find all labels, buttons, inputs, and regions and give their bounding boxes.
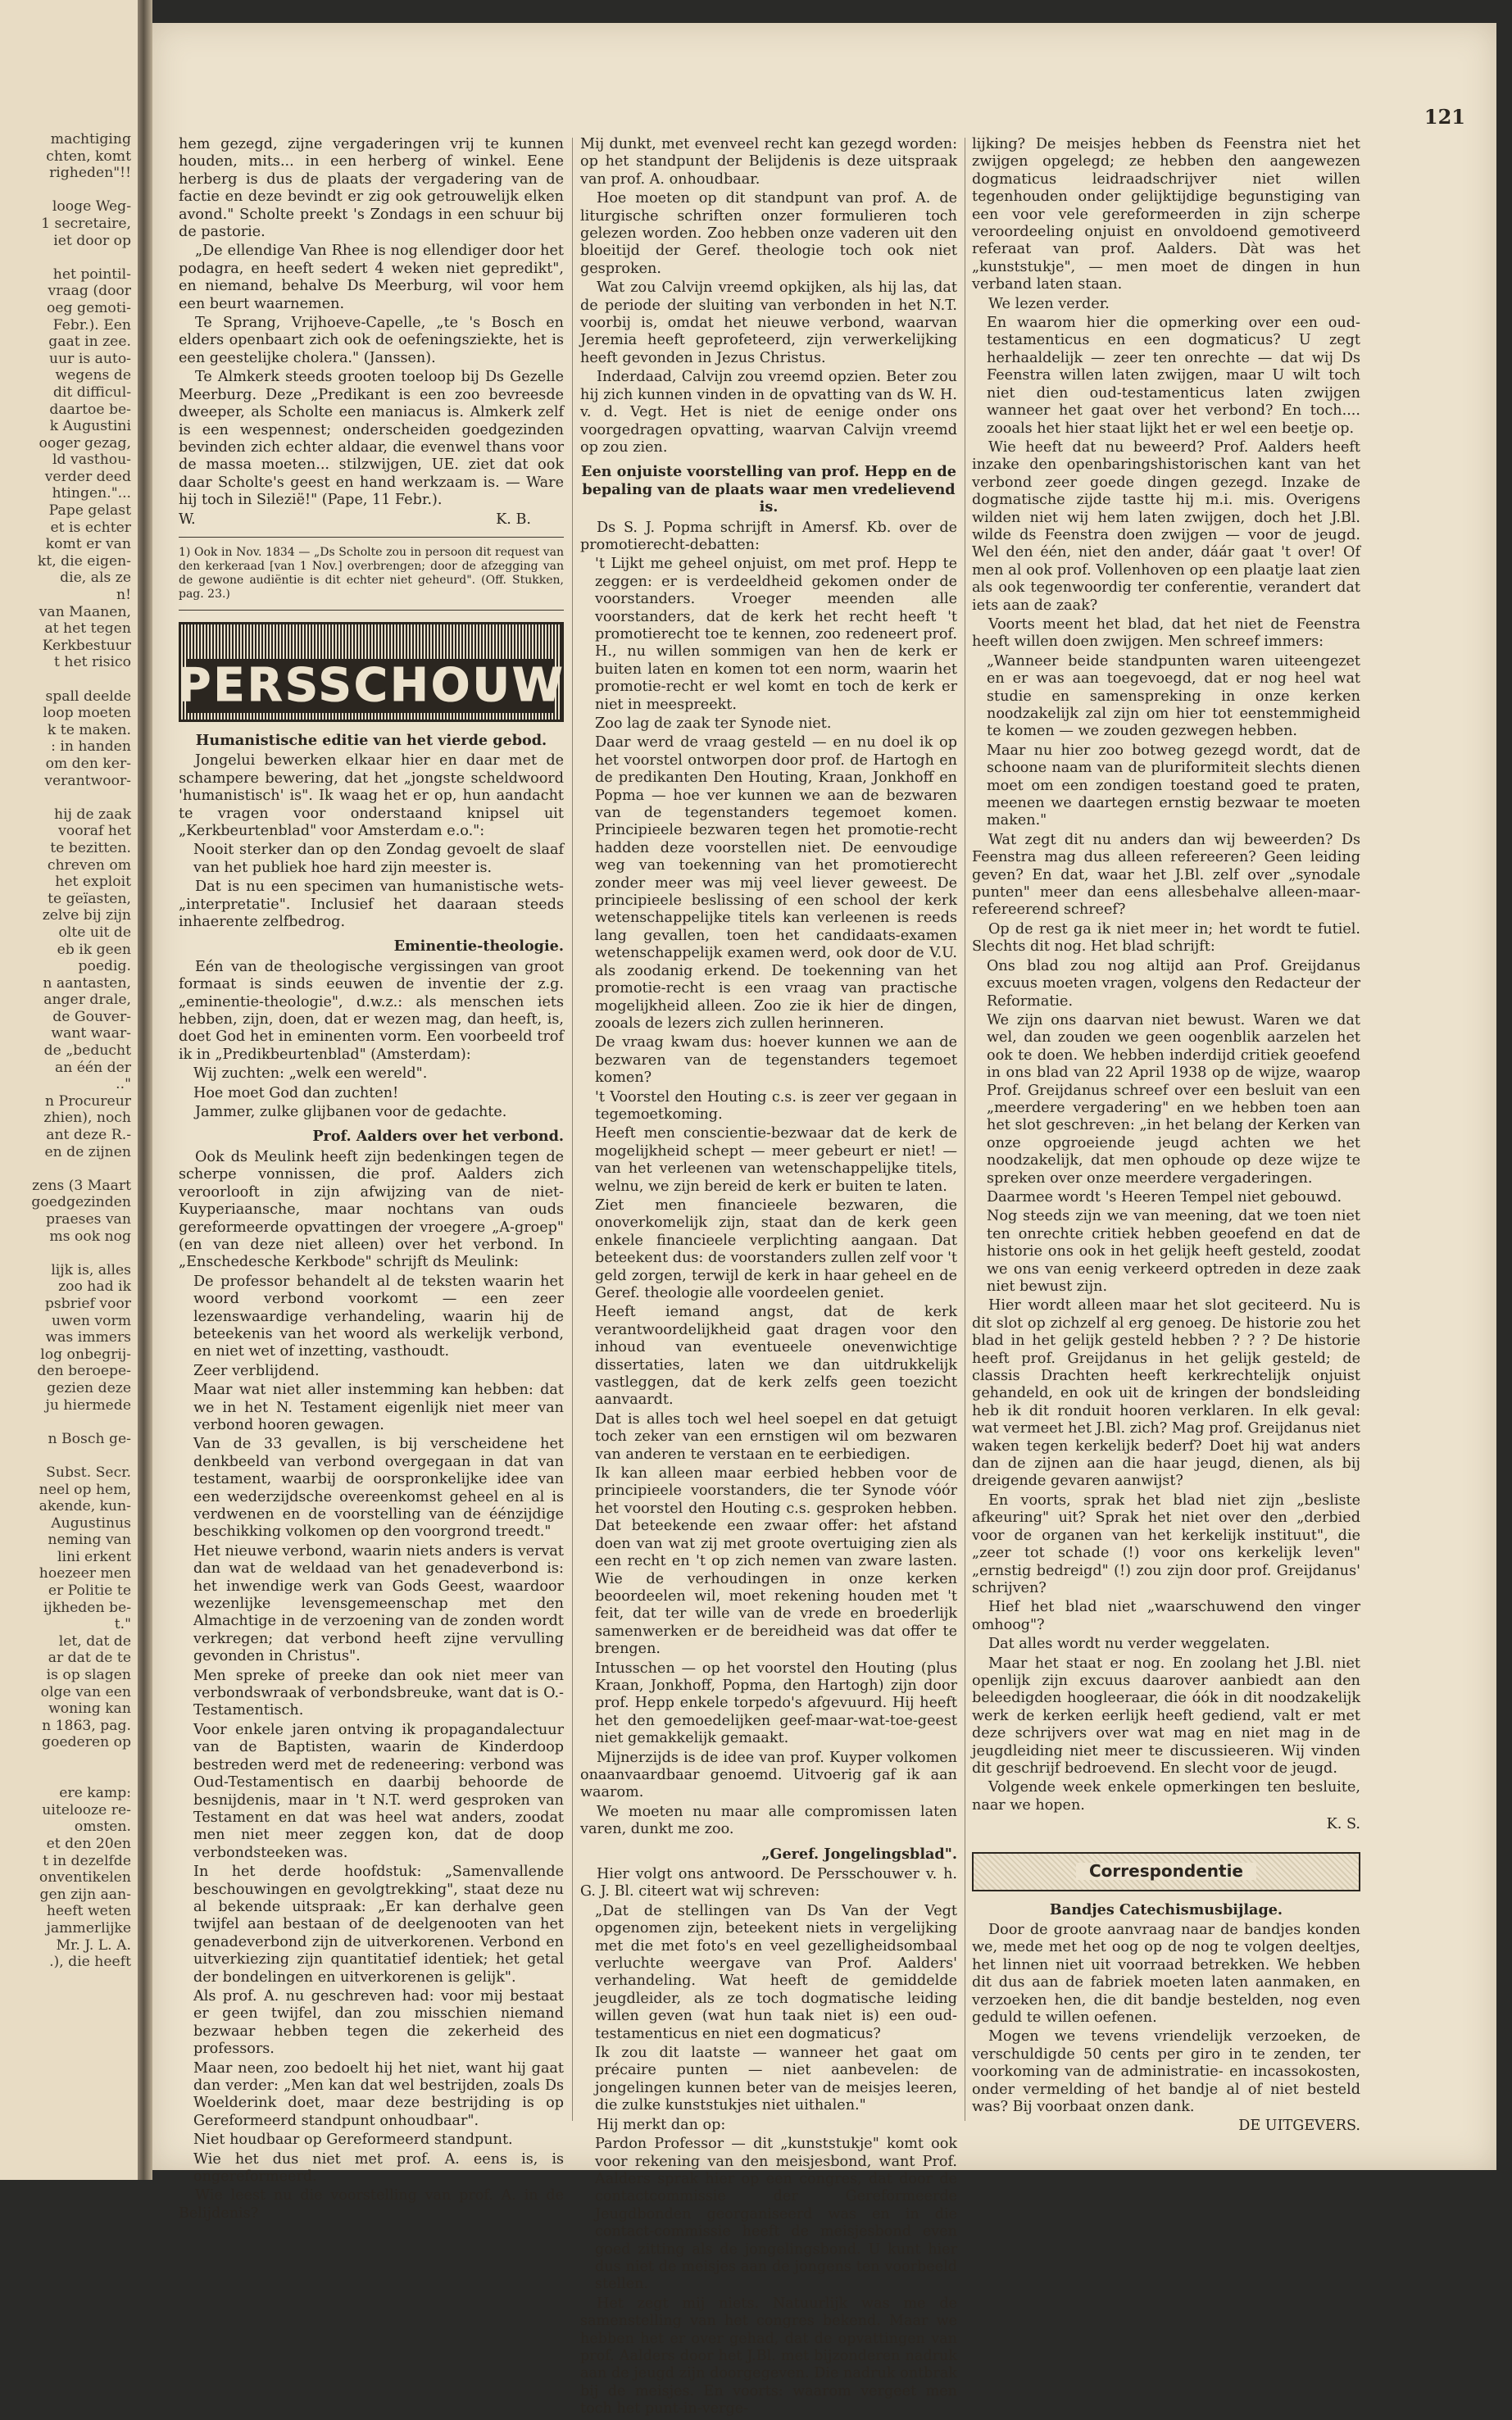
quote: Heeft men conscientie-bezwaar dat de kerk de mogelijkheid schept — meer gebeurt er niet! — van het verleenen van wetenschappelijke titels, welnu, we zijn bereid de kerk er buiten te laten. (595, 1125, 957, 1195)
paragraph: We moeten nu maar alle compromissen laten varen, dunkt me zoo. (580, 1803, 957, 1838)
masthead-title: PERSSCHOUW (177, 659, 565, 713)
footnote: 1) Ook in Nov. 1834 — „Ds Scholte zou in persoon dit request van den kerkeraad [van 1 Nov.] overbrengen; door de afzegging van de gewone audiëntie is dit echter niet geheurd". (Off. Stukken, pag. 23.) (179, 545, 564, 601)
quote: Als prof. A. nu geschreven had: voor mij bestaat er geen twijfel, dan zou misschien niemand bezwaar hebben tegen die zekerheid des professors. (193, 1987, 564, 2058)
facing-page-text: machtiging chten, komt righeden"!! looge Weg- 1 secretaire, iet door op het pointil- vraag (door oeg gemoti- Febr.). Een gaat in zee. uur is auto- wegens de dit difficul- daartoe be- k Augustini ooger gezag, ld vasthou- verder deed htingen."... Pape gelast et is echter komt er van kt, die eigen- die, als ze n! van Maanen, at het tegen Kerkbestuur t het risico spall deelde loop moeten k te maken. : in handen om den ker- verantwoor- hij de zaak vooraf het te bezitten. chreven om het exploit te geïasten, zelve bij zijn olte uit de eb ik geen poedig. n aantasten, anger drale, de Gouver- want waar- de „beducht an één der .." n Procureur zhien), noch ant deze R.- en de zijnen zens (3 Maart goedgezinden praeses van ms ook nog lijk is, alles zoo had ik psbrief voor uwen vorm was immers log onbegrij- den beroepe- gezien deze ju hiermede n Bosch ge- Subst. Secr. neel op hem, akende, kun- Augustinus neming van lini erkent hoezeer men er Politie te ijkheden be- t." let, dat de ar dat de te is op slagen olge van een woning kan n 1863, pag. goederen op ere kamp: uitelooze re- omsten. et den 20en t in dezelfde onventikelen gen zijn aan- heeft weten jammerlijke Mr. J. L. A. .), die heeft (31, 131, 131, 1971)
quote: Zeer verblijdend. (193, 1362, 320, 1379)
newspaper-page (152, 23, 1496, 2418)
paragraph: Mijnerzijds is de idee van prof. Kuyper volkomen onaanvaardbaar genoemd. Uitvoerig gaf ik aan waarom. (580, 1749, 957, 1801)
quote: Ziet men financieele bezwaren, die onoverkomelijk zijn, staat dan de kerk geen enkele financieele verplichting aangaan. Dat beteekent dus: de voorstanders zullen zelf voor 't geld zorgen, terwijl de kerk in haar geheel en de Geref. theologie alle voordeelen geniet. (595, 1196, 957, 1301)
quote: Zoo lag de zaak ter Synode niet. (595, 715, 832, 732)
quote: Maar neen, zoo bedoelt hij het niet, want hij gaat dan verder: „Men kan dat wel bestrijden, zoals Ds Woelderink doet, maar deze bestrijding is op Gereformeerd standpunt onhoudbaar". (193, 2059, 564, 2129)
quote: Heeft iemand angst, dat de kerk verantwoordelijkheid gaat dragen voor den inhoud van eventueele onevenwichtige dissertaties, laten we dan uitdrukkelijk vastleggen, dat de kerk zelfs geen toezicht aanvaardt. (595, 1304, 957, 1409)
quote: En waarom hier die opmerking over een oud-testamenticus en een dogmaticus? U zegt herhaaldelijk — zeer ten onrechte — dat wij Ds Feenstra willen laten zwijgen, maar U wilt toch niet dien oud-testamenticus laten zwijgen wanneer het gaat over het verbond? En toch.... zooals het hier staat lijkt het er wel een beetje op. (987, 315, 1360, 437)
paragraph: „De ellendige Van Rhee is nog ellendiger door het podagra, en heeft sedert 4 weken niet gepredikt", en niemand, behalve Ds Meerburg, wil voor hem een beurt waarnemen. (179, 243, 564, 312)
paragraph: Hoe moeten op dit standpunt van prof. A. de liturgische schriften onzer formulieren toch gelezen worden. Zoo hebben onze vaderen uit den bloeitijd der Geref. theologie toch ook niet gesproken. (580, 190, 957, 277)
signature-right: K. B. (496, 511, 531, 528)
paragraph: Hier volgt ons antwoord. De Persschouwer v. h. G. J. Bl. citeert wat wij schreven: (580, 1866, 957, 1900)
facing-page-fragment (0, 0, 138, 2180)
book-gutter (138, 0, 152, 2180)
divider (179, 537, 564, 538)
quote: Het nieuwe verbond, waarin niets anders is vervat dan wat de weldaad van het genadeverbond is: het inwendige werk van Gods Geest, waardoor wezenlijke levensgemeenschap met den Almachtige in de verzoening van de zonden wordt verkregen; dat verbond heeft zijne vervulling gevonden in Christus". (193, 1542, 564, 1665)
paragraph: Volgende week enkele opmerkingen ten besluite, naar we hopen. (972, 1779, 1360, 1814)
quote: Ik kan alleen maar eerbied hebben voor de principieele voorstanders, die ter Synode vóór het voorstel den Houting c.s. gesproken hebben. Dat beteekende een zwaar offer: het afstand doen van wat zij met groote overtuiging zien als een recht en 't op zich nemen van zware lasten. Wie de verhoudingen in onze kerken beoordeelen wil, moet rekening houden met 't feit, dat ter wille van de vrede en broederlijk samenwerken er de bereidheid was dat offer te brengen. (595, 1465, 957, 1658)
section-heading: Prof. Aalders over het verbond. (312, 1128, 564, 1146)
quote: 't Voorstel den Houting c.s. is zeer ver gegaan in tegemoetkoming. (595, 1088, 957, 1123)
paragraph: Te Almkerk steeds grooten toeloop bij Ds Gezelle Meerburg. Deze „Predikant is een zoo bevreesde dweeper, als Scholte een maniacus is. Almkerk zelf is een wespennest; onderscheiden goedgezinden bevinden zich echter aldaar, die evenwel thans voor de massa moeten... stilzwijgen, UE. ziet dat ook daar Scholte's geest en hand werkzaam is. — Ware hij toch in Silezië!" (Pape, 11 Febr.). (179, 369, 564, 509)
paragraph: Wat zou Calvijn vreemd opkijken, als hij las, dat de periode der sluiting van verbonden in het N.T. voorbij is, omdat het nieuwe verbond, waarvan Jeremia heeft geprofeteerd, zijn verwerkelijking heeft gevonden in Jezus Christus. (580, 279, 957, 366)
quote: Voor enkele jaren ontving ik propagandalectuur van de Baptisten, waarin de Kinderdoop bestreden werd met de redeneering: verbond was Oud-Testamentisch en daarbij behoorde de besnijdenis, maar in 't N.T. werd gesproken van Testament en dat was heel wat anders, zoodat men niet meer zeggen kon, dat de doop verbondsteeken was. (193, 1721, 564, 1861)
paragraph: Inderdaad, Calvijn zou vreemd opzien. Beter zou hij zich kunnen vinden in de opvatting van ds W. H. v. d. Vegt. Het is niet de eenige onder ons voorgedragen opvatting, waarvan Calvijn vreemd op zou zien. (580, 369, 957, 456)
paragraph: Het zegt mij niets. Natuurlijk was me de samenstelling van het congres bekend. Maar we hebben het er over gehad, dat de opvattingen van prof. Aalders door het J.Bl. met bijzonderen nadruk aan de jeugd zijn doorgegeven. Die nadruk ontbrak bij de meisjes. En voorts: waarom vergeet men toch het punt-in-verge- (580, 2295, 957, 2418)
paragraph: Mogen we tevens vriendelijk verzoeken, de verschuldigde 50 cents per giro in te zenden, ter voorkoming van de administratie- en incassokosten, onder vermelding of het bandje al of niet besteld was? Bij voorbaat onzen dank. (972, 2028, 1360, 2116)
section-heading: Bandjes Catechismusbijlage. (1049, 1900, 1283, 1918)
paragraph: Op de rest ga ik niet meer in; het wordt te futiel. Slechts dit nog. Het blad schrijft: (972, 920, 1360, 956)
quote: De professor behandelt al de teksten waarin het woord verbond voorkomt — een zeer lezenswaardige verhandeling, waarin hij de beteekenis van het woord als werkelijk verbond, en niet wet of inzetting, vasthoudt. (193, 1273, 564, 1360)
column-1 (179, 136, 564, 2224)
quote: Van de 33 gevallen, is bij verscheidene het denkbeeld van verbond overgegaan in dat van testament, waarbij de oorspronkelijke idee van een wederzijdsche overeenkomst geheel en al is verdwenen en de voorstelling van de éénzijdige beschikking volkomen op den voorgrond treedt." (193, 1436, 564, 1541)
paragraph: Wie heeft dat nu beweerd? Prof. Aalders heeft inzake den openbaringshistorischen kant van het verbond zeer goede dingen gezegd. Inzake de dogmatische zijde tastte hij m.i. mis. Overigens wilden niet wij hem laten zwijgen, doch het J.Bl. wilde ds Feenstra doen zwijgen — voor de jeugd. Wel den één, niet den ander, dáár gaat 't over! Of men al ook prof. Vollenhoven op een plaatje laat zien als ook tegenwoordig ter conferentie, verandert dat iets aan de zaak? (972, 438, 1360, 614)
quote: 't Lijkt me geheel onjuist, om met prof. Hepp te zeggen: er is verdeeldheid gekomen onder de voorstanders. Vroeger meenden alle voorstanders, dat de kerk het recht heeft 't promotierecht toe te kennen, zoo redeneert prof. H., nu willen sommigen van hen de kerk er buiten laten en komen tot een norm, waarin het promotie-recht er wel komt en toch de kerk er niet in meespreekt. (595, 556, 957, 713)
paragraph: Wat zegt dit nu anders dan wij beweerden? Ds Feenstra mag dus alleen refereeren? Geen leiding geven? En dat, waar het J.Bl. zelf over „synodale punten" meer dan eens allesbehalve alleen-maar-refereerend schreef? (972, 831, 1360, 919)
quote: Wij zuchten: „welk een wereld". (193, 1065, 428, 1083)
quote: Daar werd de vraag gesteld — en nu doel ik op het voorstel ontworpen door prof. de Hartogh en de predikanten Den Houting, Kraan, Jonkhoff en Popma — hoe ver kunnen we aan de bezwaren van de tegenstanders tegemoet komen. Principieele bezwaren tegen het promotie-recht hadden deze voorstellen niet. De eenvoudige weg van toekenning van het promotierecht zonder meer was mij veel liever geweest. De principieele beslissing of een school der kerk wetenschappelijke titels kan verleenen is reeds lang gevallen, toen het candidaats-examen wetenschappelijk examen werd, ook door de V.U. als zoodanig erkend. De toekenning van het promotie-recht is een vraag van practische mogelijkheid alleen. Zoo zie ik hier de dingen, zooals de lezers zich zullen herinneren. (595, 734, 957, 1032)
quote: Wie het dus niet met prof. A. eens is, is ongereformeerd. (193, 2150, 564, 2186)
signature-line (179, 511, 564, 529)
paragraph: hem gezegd, zijne vergaderingen vrij te kunnen houden, mits... in een herberg of winkel. Eene herberg is dus de plaats der vergadering van de factie en deze bevindt er zig ook getrouwelijk elken avond." Scholte preekt 's Zondags in een schuur bij de pastorie. (179, 136, 564, 241)
paragraph: Maar het staat er nog. En zoolang het J.Bl. niet openlijk zijn excuus daarover aanbiedt aan den beleedigden hoogleeraar, die óók in dit noodzakelijk werk de kerken eerlijk heeft gediend, valt er met deze schrijvers over wat mag en niet mag in de jeugdleiding niet meer te discussieeren. Wij vinden dit geschrijf bedroevend. En slecht voor de jeugd. (972, 1655, 1360, 1777)
paragraph: Voorts meent het blad, dat het niet de Feenstra heeft willen doen zwijgen. Men schreef immers: (972, 615, 1360, 651)
section-heading: Eminentie-theologie. (393, 938, 564, 956)
quote: Hoe moet God dan zuchten! (193, 1084, 399, 1101)
quote: Dat is alles toch wel heel soepel en dat getuigt toch zeker van een ernstigen wil om bezwaren van anderen te verstaan en te eerbiedigen. (595, 1410, 957, 1463)
paragraph: Te Sprang, Vrijhoeve-Capelle, „te 's Bosch en elders openbaart zich ook de oefeningsziekte, het is een geestelijke cholera." (Janssen). (179, 315, 564, 366)
quote: Nooit sterker dan op den Zondag gevoelt de slaaf van het publiek hoe hard zijn meester is. (193, 842, 564, 876)
paragraph: Ook ds Meulink heeft zijn bedenkingen tegen de scherpe vonnissen, die prof. Aalders zich veroorlooft in zijn afwijzing van de niet-Kuyperiaansche, maar nochtans van ouds gereformeerde opvattingen der vroegere „A-groep" (en van deze niet alleen) over het verbond. In „Enschedesche Kerkbode" schrijft ds Meulink: (179, 1148, 564, 1271)
signature: K. S. (1326, 1816, 1360, 1833)
section-heading: Een onjuiste voorstelling van prof. Hepp en de bepaling van de plaats waar men vredelievend is. (581, 463, 956, 516)
signature-left: W. (179, 511, 196, 528)
quote: De vraag kwam dus: hoever kunnen we aan de bezwaren van de tegenstanders tegemoet komen? (595, 1034, 957, 1087)
column-2 (580, 136, 957, 2420)
paragraph: Ds S. J. Popma schrijft in Amersf. Kb. over de promotierecht-debatten: (580, 519, 957, 553)
correspondentie-title: Correspondentie (1076, 1863, 1256, 1880)
paragraph: Hief het blad niet „waarschuwend den vinger omhoog"? (972, 1599, 1360, 1633)
paragraph: En voorts, sprak het blad niet zijn „besliste afkeuring" uit? Sprak het niet over den „derbied voor de organen van het kerkelijk instituut", die „zeer tot schade (!) voor ons kerkelijk leven" „ernstig bedreigd" (!) zou zijn door prof. Greijdanus' schrijven? (972, 1492, 1360, 1596)
quote: In het derde hoofdstuk: „Samenvallende beschouwingen en gevolgtrekking", staat deze nu al bekende uitspraak: „Er kan derhalve geen twijfel aan bestaan of de deelgenooten van het genadeverbond zijn de uitverkorenen. Verbond en uitverkiezing zijn quantitatief identiek; het getal der bondelingen en uitverkorenen is gelijk". (193, 1864, 564, 1986)
quote: Intusschen — op het voorstel den Houting (plus Kraan, Jonkhoff, Popma, den Hartogh) zijn door prof. Hepp enkele torpedo's afgevuurd. Hij heeft het den gemoedelijken geef-maar-wat-toe-geest niet gemakkelijk gemaakt. (595, 1659, 957, 1747)
paragraph: Hij merkt dan op: (597, 2116, 726, 2133)
quote: Niet houdbaar op Gereformeerd standpunt. (193, 2132, 513, 2149)
paragraph: We lezen verder. (988, 295, 1110, 312)
quote: Pardon Professor — dit „kunststukje" komt ook voor rekening van den meisjesbond, want Prof. Aalders sprak hier op een congres, dat door de contactcommissie der Gereformeerde Jeugdbonden georganiseerd was en in die contact-commissie heeft de meisjesbond even goed zitting als de jongelingsbond. U kunt hier dus niet de meisjes aan de jongens ten voorbeeld stellen. (595, 2136, 957, 2293)
page-number: 121 (1423, 105, 1465, 129)
section-heading: „Geref. Jongelingsblad". (761, 1845, 957, 1863)
paragraph: Jongelui bewerken elkaar hier en daar met de schampere bewering, dat het „jongste scheldwoord 'humanistisch' is". Ik waag het er op, hun aandacht te vragen voor onderstaand knipsel uit „Kerkbeurtenblad" voor Amsterdam e.o.": (179, 752, 564, 839)
quote: „Wanneer beide standpunten waren uiteengezet en er was aan toegevoegd, dat er nog heel wat studie en samenspreking in onze kerken noodzakelijk zal zijn om hier tot eenstemmigheid te komen — we zouden gezwegen hebben. (987, 652, 1360, 740)
column-3 (972, 136, 1360, 2137)
paragraph: Door de groote aanvraag naar de bandjes konden we, mede met het oog op de nog te volgen deeltjes, het linnen niet uit voorraad betrekken. We hebben dit dus aan de fabriek moeten laten aanmaken, en verzoeken hen, die dit bandje bestelden, nog even geduld te willen oefenen. (972, 1922, 1360, 2027)
masthead-banner (177, 659, 565, 713)
quote: Ik zou dit laatste — wanneer het gaat om précaire punten — niet aanbevelen: de jongelingen kunnen beter van de meisjes leeren, die zulke kunststukjes niet uithalen." (595, 2045, 957, 2114)
paragraph: Mij dunkt, met evenveel recht kan gezegd worden: op het standpunt der Belijdenis is deze uitspraak van prof. A. onhoudbaar. (580, 136, 957, 188)
quote: We zijn ons daarvan niet bewust. Waren we dat wel, dan zouden we geen oogenblik aarzelen het ook te doen. We hebben inderdijd critiek geoefend in ons blad van 22 April 1938 op de wijze, waarop Prof. Greijdanus schreef over een besluit van een „meerdere vergadering" en we hebben toen aan het slot geschreven: „in het belang der Kerken van onze opgroeiende jeugd achten we het noodzakelijk, dat men ophoude op deze wijze te spreken over onze meerdere vergaderingen. (987, 1011, 1360, 1187)
paragraph: Eén van de theologische vergissingen van groot formaat is sinds eeuwen de inventie der z.g. „eminentie-theologie", d.w.z.: als menschen iets hebben, zijn, doen, dat er wezen mag, dan heeft, is, doet God het in eminenten vorm. Een voorbeeld trof ik in „Predikbeurtenblad" (Amsterdam): (179, 958, 564, 1063)
quote: Maar nu hier zoo botweg gezegd wordt, dat de schoone naam van de pluriformiteit slechts dienen moet om een zondigen toestand goed te praten, meenen we daartegen ernstig bezwaar te moeten maken." (987, 742, 1360, 829)
quote: Nog steeds zijn we van meening, dat we toen niet ten onrechte critiek hebben geoefend en dat de historie ons ook in het gelijk heeft gesteld, zoodat we ons van eenig verkeerd optreden in deze zaak niet bewust zijn. (987, 1208, 1360, 1295)
quote: „Dat de stellingen van Ds Van der Vegt opgenomen zijn, beteekent niets in vergelijking met die met foto's en veel gezelligheidsombaal verluchte weergave van Prof. Aalders' verhandeling. Wat heeft de gemiddelde jeugdleider, als ze toch dogmatische leiding willen geven (wat hun taak niet is) een oud-testamenticus en niet een dogmaticus? (595, 1902, 957, 2042)
signature: DE UITGEVERS. (1238, 2118, 1360, 2135)
paragraph: Jammer, zulke glijbanen voor de gedachte. (195, 1104, 507, 1121)
correspondentie-header (972, 1852, 1360, 1891)
quote: Daarmee wordt 's Heeren Tempel niet gebouwd. (987, 1188, 1342, 1205)
paragraph: Dat alles wordt nu verder weggelaten. (988, 1636, 1270, 1653)
paragraph: lijking? De meisjes hebben ds Feenstra niet het zwijgen opgelegd; ze hebben den aangewezen dogmaticus leidraadschrijver niet willen tegenhouden onder gelijktijdige begunstiging van een voor vele gereformeerden in zijn scherpe veroordeeling onjuist en onvoldoend gemotiveerd referaat van prof. Aalders. Dàt was het „kunststukje", — men moet de dingen in hun verband laten staan. (972, 136, 1360, 293)
quote: Maar wat niet aller instemming kan hebben: dat we in het N. Testament eigenlijk niet meer van verbond hooren gewagen. (193, 1382, 564, 1433)
paragraph: Wie leest nu die voorstelling van prof. A. in de Belijdenis? (179, 2187, 564, 2222)
section-heading: Humanistische editie van het vierde gebod. (195, 731, 547, 749)
divider (179, 610, 564, 611)
quote: Ons blad zou nog altijd aan Prof. Greijdanus excuus moeten vragen, volgens den Redacteur der Reformatie. (987, 957, 1360, 1010)
column-rule (572, 138, 573, 2121)
paragraph: Dat is nu een specimen van humanistische wets-„interpretatie". Inclusief het daaraan steeds inhaerente zelfbedrog. (179, 879, 564, 930)
quote: Men spreke of preeke dan ook niet meer van verbondswraak of verbondsbreuke, want dat is O.-Testamentisch. (193, 1667, 564, 1719)
persschouw-masthead (179, 622, 564, 722)
paragraph: Hier wordt alleen maar het slot geciteerd. Nu is dit slot op zichzelf al erg genoeg. De historie zou het blad in het gelijk gesteld hebben ? ? ? De historie heeft prof. Greijdanus in het gelijk gesteld; de classis Drachten heeft kerkrechtelijk onjuist gehandeld, en ook uit de kringen der bondsleiding heb ik dit ronduit hooren verklaren. In elk geval: wat vermeet het J.Bl. zich? Mag prof. Greijdanus niet waken tegen kerkelijk bederf? Doet hij wat anders dan de zijnen aan die haar jeugd, dienen, als bij dreigende gevaren aanwijst? (972, 1297, 1360, 1490)
